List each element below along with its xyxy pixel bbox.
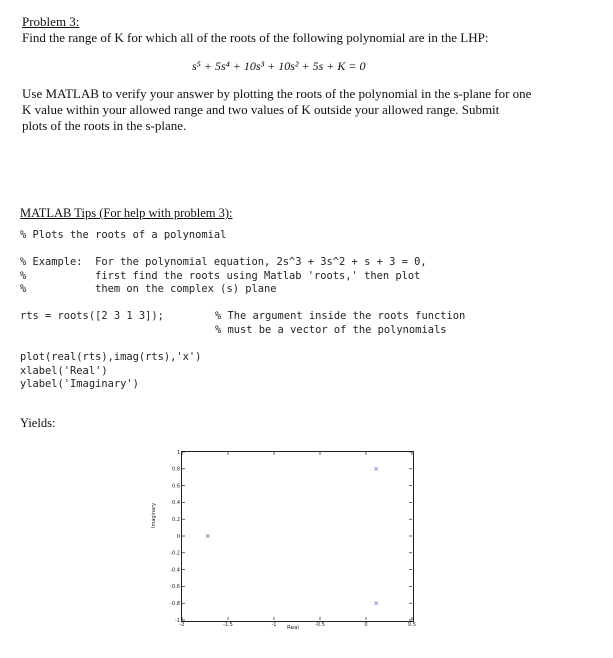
x-tick-label: -1 bbox=[271, 622, 277, 628]
instruction-line-3: plots of the roots in the s-plane. bbox=[22, 118, 187, 133]
example-line-3: % them on the complex (s) plane bbox=[20, 283, 277, 295]
problem-prompt-text: Find the range of K for which all of the roots of the following polynomial are in the LHP: bbox=[22, 30, 489, 45]
example-line-1: % Example: For the polynomial equation, 2s^3 + 3s^2 + s + 3 = 0, bbox=[20, 256, 427, 268]
x-tick-label: 0.5 bbox=[408, 622, 416, 628]
y-tick-label: 0.8 bbox=[172, 466, 180, 473]
y-tick-label: -0.2 bbox=[170, 550, 180, 557]
y-tick-label: 0 bbox=[176, 533, 180, 540]
xlabel-code-line: xlabel('Real') bbox=[20, 364, 108, 377]
y-tick-label: -0.6 bbox=[170, 584, 180, 591]
y-tick-label: -1 bbox=[175, 617, 180, 624]
x-tick-label: 0 bbox=[364, 622, 368, 628]
y-tick-label: -0.8 bbox=[170, 601, 180, 607]
roots-code-line: rts = roots([2 3 1 3]); bbox=[20, 310, 164, 322]
root-marker bbox=[206, 534, 210, 538]
problem-heading: Problem 3: bbox=[22, 14, 80, 29]
root-marker bbox=[374, 467, 378, 471]
instruction-line-2: K value within your allowed range and two values of K outside your allowed range. Submit bbox=[22, 102, 500, 117]
root-marker bbox=[374, 601, 378, 605]
polynomial-equation: s⁵ + 5s⁴ + 10s³ + 10s² + 5s + K = 0 bbox=[192, 59, 366, 73]
x-tick-label: -2 bbox=[179, 622, 185, 628]
y-tick-label: 0.4 bbox=[172, 500, 180, 507]
y-tick-label: 0.2 bbox=[172, 517, 180, 523]
instruction-line-1: Use MATLAB to verify your answer by plotting the roots of the polynomial in the s-plane for one bbox=[22, 86, 532, 101]
x-tick-label: -0.5 bbox=[315, 622, 325, 628]
ylabel-code-line: ylabel('Imaginary') bbox=[20, 378, 139, 390]
example-line-2: % first find the roots using Matlab 'roots,' then plot bbox=[20, 269, 421, 282]
y-axis-label: Imaginary bbox=[151, 502, 157, 528]
roots-comment-2: % must be a vector of the polynomials bbox=[215, 323, 447, 336]
yields-label: Yields: bbox=[20, 416, 56, 430]
x-tick-label: -1.5 bbox=[223, 622, 233, 628]
tips-comment: % Plots the roots of a polynomial bbox=[20, 229, 227, 241]
y-tick-label: -0.4 bbox=[170, 567, 180, 574]
y-tick-label: 0.6 bbox=[172, 483, 180, 490]
x-axis-label: Real bbox=[287, 625, 299, 631]
plot-code-line: plot(real(rts),imag(rts),'x') bbox=[20, 351, 202, 363]
roots-comment-1: % The argument inside the roots function bbox=[215, 310, 466, 322]
y-tick-label: 1 bbox=[176, 449, 180, 456]
tips-heading: MATLAB Tips (For help with problem 3): bbox=[20, 206, 233, 220]
